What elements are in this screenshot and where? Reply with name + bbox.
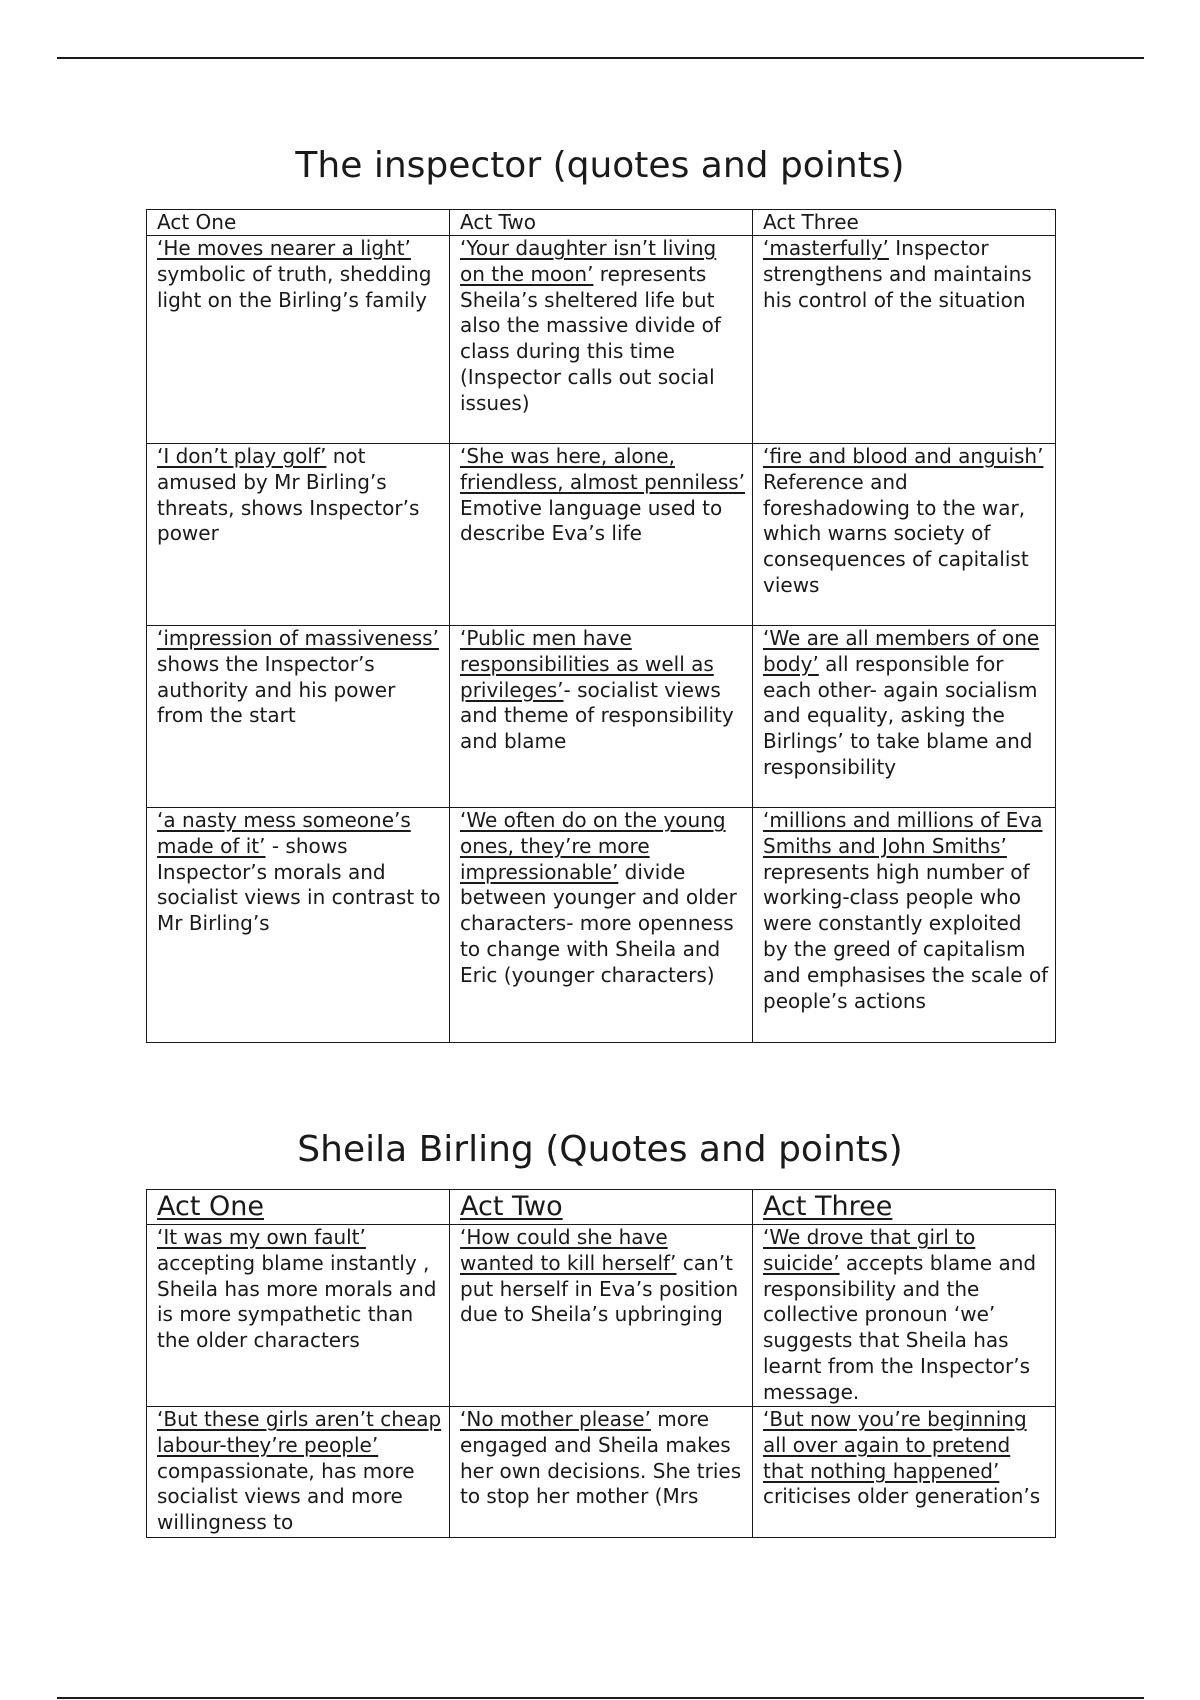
quote: ‘No mother please’ bbox=[460, 1407, 651, 1431]
table-row bbox=[147, 808, 1056, 1043]
quote: ‘Your daughter isn’t living on the moon’ bbox=[460, 236, 717, 286]
quote: ‘But now you’re beginning all over again to pretend that nothing happened’ bbox=[763, 1407, 1027, 1483]
analysis: Reference and foreshadowing to the war, which warns society of consequences of capitalist views bbox=[763, 469, 1029, 597]
table-cell bbox=[450, 808, 753, 1043]
table-cell bbox=[753, 1225, 1056, 1407]
analysis: accepts blame and responsibility and the collective pronoun ‘we’ suggests that Sheila has learnt from the Inspector’s message. bbox=[763, 1250, 1037, 1404]
column-header-act-two bbox=[450, 1190, 753, 1225]
analysis: all responsible for each other- again socialism and equality, asking the Birlings’ to take blame and responsibility bbox=[763, 651, 1038, 779]
column-header-label: Act Three bbox=[763, 1191, 893, 1222]
top-rule bbox=[57, 57, 1144, 59]
quote: ‘Public men have responsibilities as well as privileges’ bbox=[460, 626, 714, 702]
table-row bbox=[147, 236, 1056, 444]
table-cell bbox=[147, 1407, 450, 1538]
analysis: Emotive language used to describe Eva’s life bbox=[460, 495, 723, 546]
analysis: criticises older generation’s bbox=[763, 1484, 1041, 1509]
analysis: - socialist views and theme of responsibility and blame bbox=[460, 677, 734, 754]
analysis: symbolic of truth, shedding light on the Birling’s family bbox=[157, 261, 432, 312]
table-cell bbox=[753, 444, 1056, 626]
quote: ‘How could she have wanted to kill herself’ bbox=[460, 1225, 677, 1275]
quote: ‘masterfully’ bbox=[763, 236, 889, 260]
table-header-row bbox=[147, 1190, 1056, 1225]
quote: ‘We drove that girl to suicide’ bbox=[763, 1225, 976, 1275]
inspector-section-title: The inspector (quotes and points) bbox=[295, 145, 905, 186]
analysis: Inspector strengthens and maintains his control of the situation bbox=[763, 236, 1032, 312]
column-header-act-one bbox=[147, 1190, 450, 1225]
analysis: divide between younger and older characters- more openness to change with Sheila and Eric (younger characters) bbox=[460, 859, 737, 987]
column-header-label: Act One bbox=[157, 1191, 264, 1222]
table-row bbox=[147, 1407, 1056, 1538]
table-header-row bbox=[147, 210, 1056, 236]
bottom-rule bbox=[57, 1697, 1144, 1699]
table-cell bbox=[753, 1407, 1056, 1538]
column-header-act-two: Act Two bbox=[450, 210, 753, 236]
table-cell bbox=[450, 236, 753, 444]
quote: ‘She was here, alone, friendless, almost penniless’ bbox=[460, 444, 746, 494]
analysis: can’t put herself in Eva’s position due to Sheila’s upbringing bbox=[460, 1250, 739, 1327]
table-row bbox=[147, 626, 1056, 808]
cell-content bbox=[460, 1407, 746, 1537]
quote: ‘millions and millions of Eva Smiths and John Smiths’ bbox=[763, 808, 1043, 858]
table-cell bbox=[450, 1225, 753, 1407]
quote: ‘We often do on the young ones, they’re more impressionable’ bbox=[460, 808, 726, 884]
table-cell bbox=[147, 808, 450, 1043]
quote: ‘I don’t play golf’ bbox=[157, 444, 327, 468]
quote: ‘We are all members of one body’ bbox=[763, 626, 1040, 676]
table-cell bbox=[753, 808, 1056, 1043]
table-cell bbox=[450, 444, 753, 626]
table-cell bbox=[147, 1225, 450, 1407]
table-row bbox=[147, 1225, 1056, 1407]
column-header-act-three bbox=[753, 1190, 1056, 1225]
sheila-quotes-table bbox=[146, 1189, 1056, 1538]
inspector-quotes-table bbox=[146, 209, 1056, 1043]
cell-content bbox=[763, 1407, 1049, 1537]
sheila-section-title: Sheila Birling (Quotes and points) bbox=[297, 1129, 903, 1170]
analysis: more engaged and Sheila makes her own decisions. She tries to stop her mother (Mrs bbox=[460, 1407, 742, 1509]
analysis: shows the Inspector’s authority and his power from the start bbox=[157, 651, 396, 728]
column-header-act-one: Act One bbox=[147, 210, 450, 236]
column-header-act-three: Act Three bbox=[753, 210, 1056, 236]
column-header-label: Act Two bbox=[460, 1191, 563, 1222]
table-cell bbox=[753, 626, 1056, 808]
table-cell bbox=[147, 236, 450, 444]
table-cell bbox=[450, 1407, 753, 1538]
quote: ‘It was my own fault’ bbox=[157, 1225, 366, 1249]
table-cell bbox=[147, 444, 450, 626]
analysis: accepting blame instantly , Sheila has more morals and is more sympathetic than the older characters bbox=[157, 1250, 437, 1353]
quote: ‘impression of massiveness’ bbox=[157, 626, 439, 650]
table-cell bbox=[450, 626, 753, 808]
quote: ‘fire and blood and anguish’ bbox=[763, 444, 1044, 468]
analysis: compassionate, has more socialist views and more willingness to bbox=[157, 1458, 415, 1535]
quote: ‘But these girls aren’t cheap labour-they’re people’ bbox=[157, 1407, 442, 1457]
table-cell bbox=[147, 626, 450, 808]
quote: ‘He moves nearer a light’ bbox=[157, 236, 411, 260]
cell-content bbox=[157, 1407, 443, 1537]
table-cell bbox=[753, 236, 1056, 444]
table-row bbox=[147, 444, 1056, 626]
analysis: not amused by Mr Birling’s threats, shows Inspector’s power bbox=[157, 444, 420, 546]
analysis: - shows Inspector’s morals and socialist views in contrast to Mr Birling’s bbox=[157, 833, 441, 936]
analysis: represents high number of working-class people who were constantly exploited by the greed of capitalism and emphasises the scale of people’s actions bbox=[763, 859, 1049, 1013]
quote: ‘a nasty mess someone’s made of it’ bbox=[157, 808, 411, 858]
analysis: represents Sheila’s sheltered life but also the massive divide of class during this time (Inspector calls out social issues) bbox=[460, 261, 721, 415]
